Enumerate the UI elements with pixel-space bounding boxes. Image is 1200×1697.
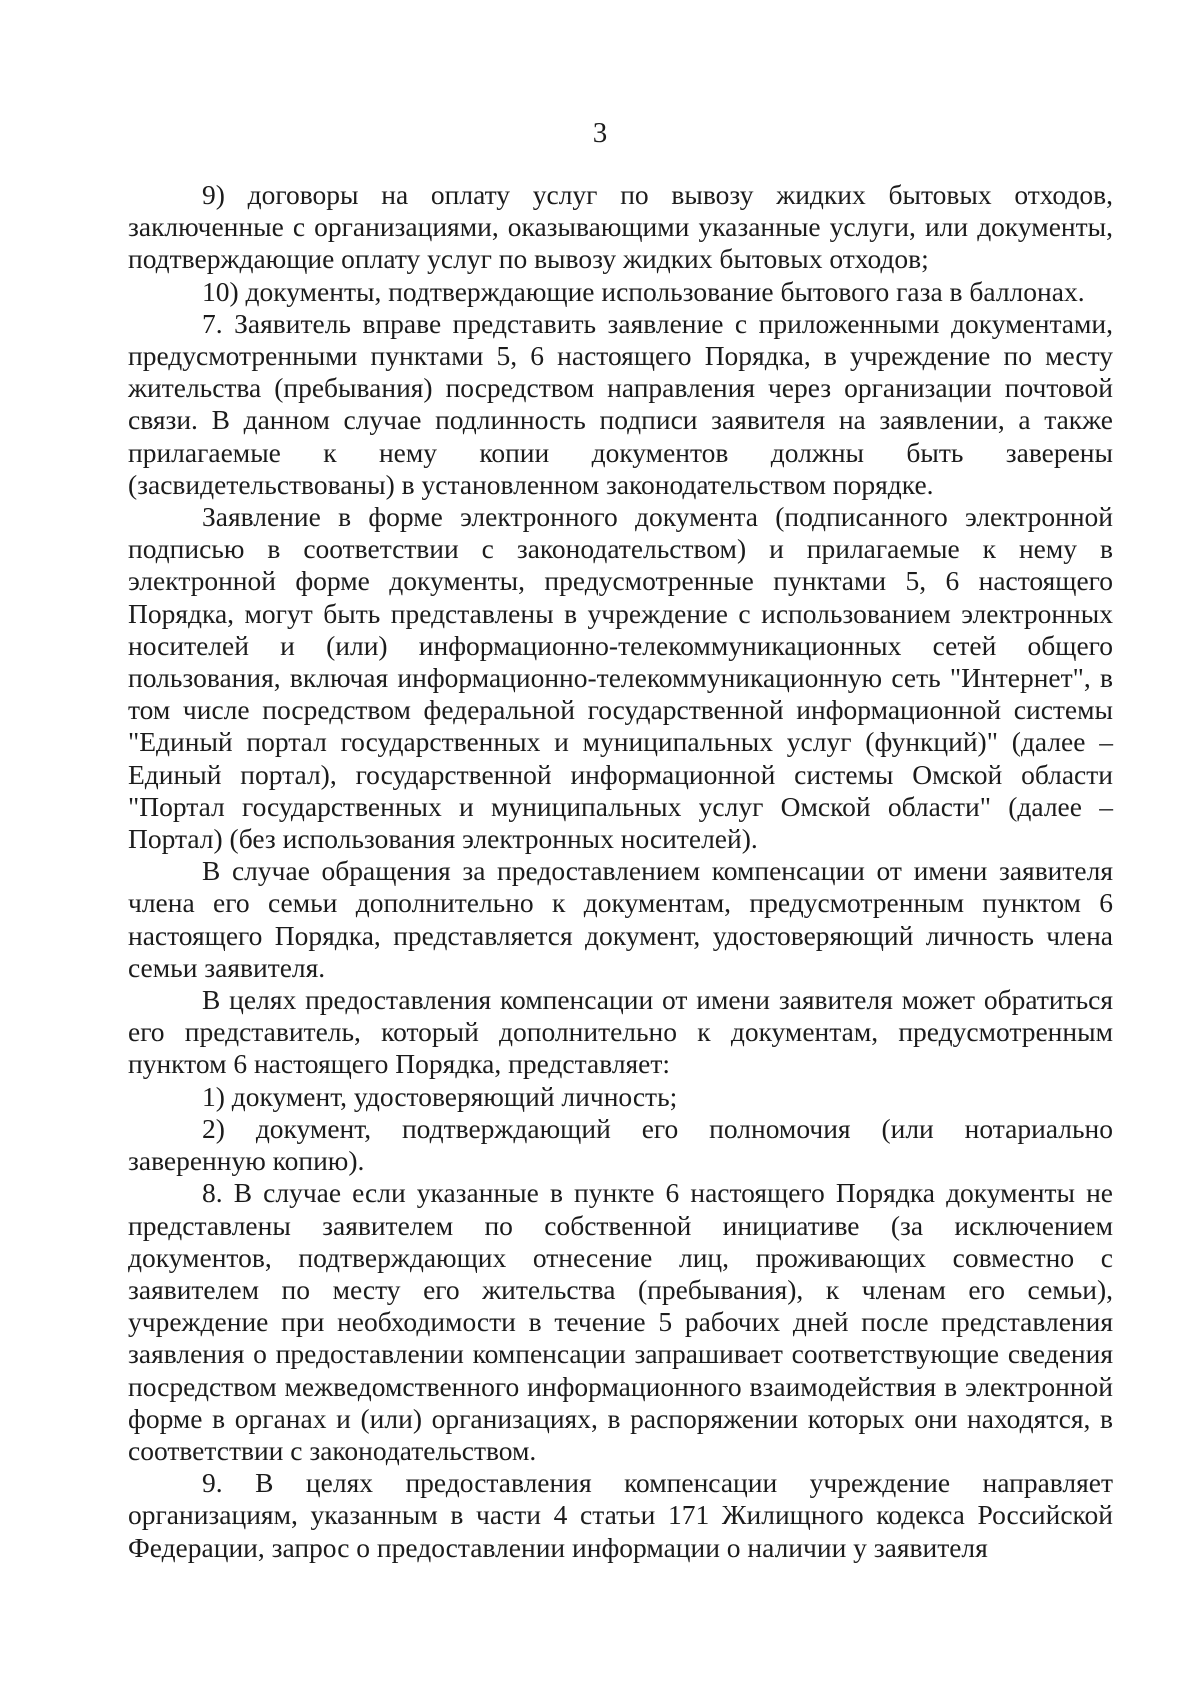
paragraph-subitem-1: 1) документ, удостоверяющий личность; (202, 1080, 678, 1112)
paragraph-family-member: В случае обращения за предоставлением компенсации от имени заявителя члена его семьи дополнительно к документам, предусмотренным пунктом 6 настоящего Порядка, представляется документ, удостоверяющий личность члена семьи заявителя. (128, 855, 1113, 983)
paragraph-electronic-submission: Заявление в форме электронного документа (подписанного электронной подписью в соответствии с законодательством) и прилагаемые к нему в электронной форме документы, предусмотренные пунктами 5, 6 настоящего Порядка, могут быть представлены в учреждение с использованием электронных носителей и (или) информационно-телекоммуникационных сетей общего пользования, включая информационно-телекоммуникационную сеть "Интернет", в том числе посредством федеральной государственной информационной системы "Единый портал государственных и муниципальных услуг (функций)" (далее – Единый портал), государственной информационной системы Омской области "Портал государственных и муниципальных услуг Омской области" (далее – Портал) (без использования электронных носителей). (128, 501, 1113, 855)
paragraph-clause-7: 7. Заявитель вправе представить заявление с приложенными документами, предусмотренными пунктами 5, 6 настоящего Порядка, в учреждение по месту жительства (пребывания) посредством направления через организации почтовой связи. В данном случае подлинность подписи заявителя на заявлении, а также прилагаемые к нему копии документов должны быть заверены (засвидетельствованы) в установленном законодательством порядке. (128, 307, 1113, 500)
document-body (128, 179, 1113, 1564)
paragraph-subitem-2: 2) документ, подтверждающий его полномочия (или нотариально заверенную копию). (128, 1112, 1113, 1177)
paragraph-representative: В целях предоставления компенсации от имени заявителя может обратиться его представитель, который дополнительно к документам, предусмотренным пунктом 6 настоящего Порядка, представляет: (128, 984, 1113, 1080)
page-number: 3 (592, 117, 608, 149)
paragraph-item-9: 9) договоры на оплату услуг по вывозу жидких бытовых отходов, заключенные с организациями, оказывающими указанные услуги, или документы, подтверждающие оплату услуг по вывозу жидких бытовых отходов; (128, 179, 1113, 275)
paragraph-clause-9: 9. В целях предоставления компенсации учреждение направляет организациям, указанным в части 4 статьи 171 Жилищного кодекса Российской Федерации, запрос о предоставлении информации о наличии у заявителя (128, 1467, 1113, 1563)
paragraph-item-10: 10) документы, подтверждающие использование бытового газа в баллонах. (202, 275, 1085, 307)
paragraph-clause-8: 8. В случае если указанные в пункте 6 настоящего Порядка документы не представлены заявителем по собственной инициативе (за исключением документов, подтверждающих отнесение лиц, проживающих совместно с заявителем по месту его жительства (пребывания), к членам его семьи), учреждение при необходимости в течение 5 рабочих дней после представления заявления о предоставлении компенсации запрашивает соответствующие сведения посредством межведомственного информационного взаимодействия в электронной форме в органах и (или) организациях, в распоряжении которых они находятся, в соответствии с законодательством. (128, 1177, 1113, 1466)
